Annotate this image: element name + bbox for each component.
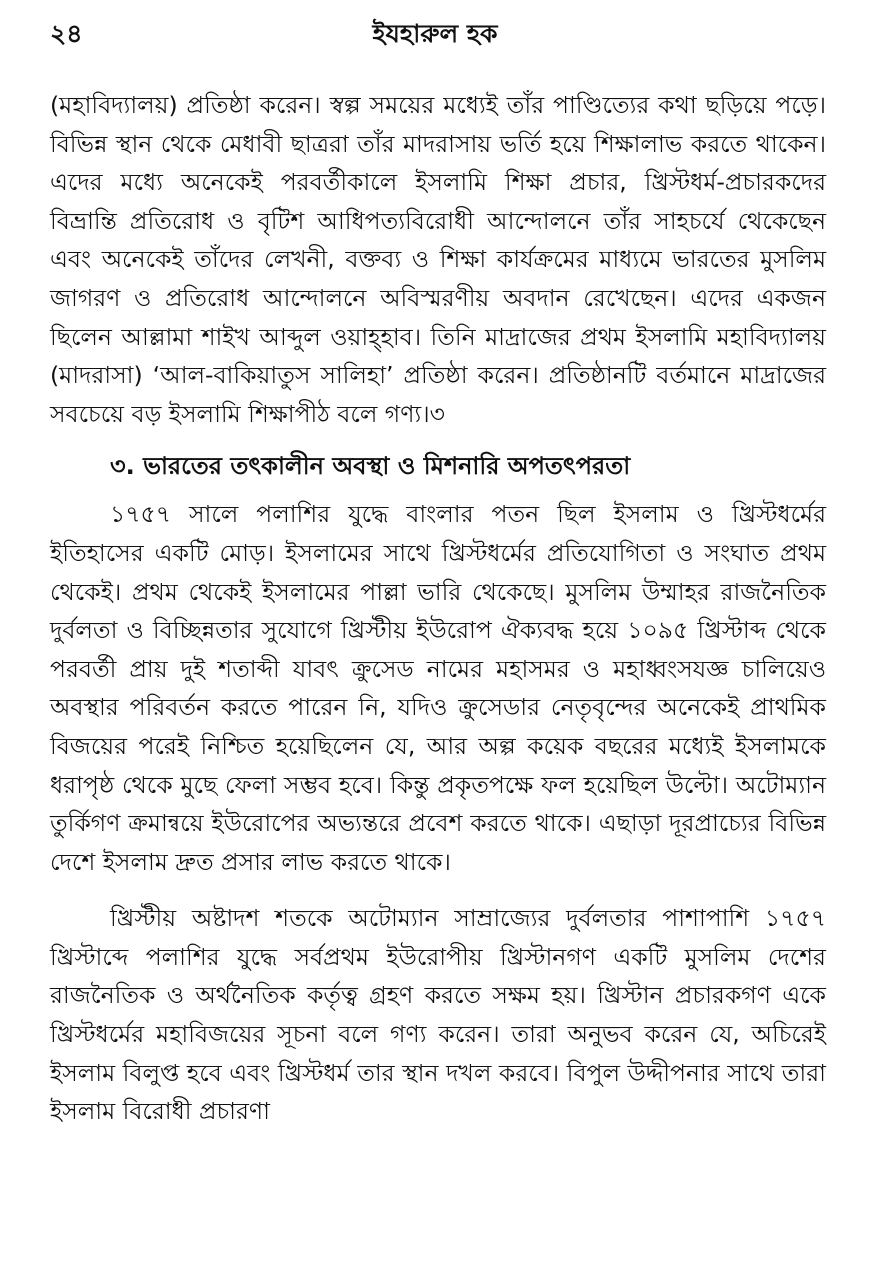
paragraph-2: ১৭৫৭ সালে পলাশির যুদ্ধে বাংলার পতন ছিল ইসলাম ও খ্রিস্টধর্মের ইতিহাসের একটি মোড়। ইসলামের সাথে খ্রিস্টধর্মের প্রতিযোগিতা ও সংঘাত প্রথম থেকেই। প্রথম থেকেই ইসলামের পাল্লা ভারি থেকেছে। মুসলিম উম্মাহর রাজনৈতিক দুর্বলতা ও বিচ্ছিন্নতার সুযোগে খ্রিস্টীয় ইউরোপ ঐক্যবদ্ধ হয়ে ১০৯৫ খ্রিস্টাব্দ থেকে পরবর্তী প্রায় দুই শতাব্দী যাবৎ ক্রুসেড নামের মহাসমর ও মহাধ্বংসযজ্ঞ চালিয়েও অবস্থার পরিবর্তন করতে পারেন নি, যদিও ক্রুসেডার নেতৃবৃন্দের অনেকেই প্রাথমিক বিজয়ের পরেই নিশ্চিত হয়েছিলেন যে, আর অল্প কয়েক বছরের মধ্যেই ইসলামকে ধরাপৃষ্ঠ থেকে মুছে ফেলা সম্ভব হবে। কিন্তু প্রকৃতপক্ষে ফল হয়েছিল উল্টো। অটোম্যান তুর্কিগণ ক্রমান্বয়ে ইউরোপের অভ্যন্তরে প্রবেশ করতে থাকে। এছাড়া দূরপ্রাচ্যের বিভিন্ন দেশে ইসলাম দ্রুত প্রসার লাভ করতে থাকে।: [50, 500, 826, 876]
paragraph-1: (মহাবিদ্যালয়) প্রতিষ্ঠা করেন। স্বল্প সময়ের মধ্যেই তাঁর পাণ্ডিত্যের কথা ছড়িয়ে পড়ে। বিভিন্ন স্থান থেকে মেধাবী ছাত্ররা তাঁর মাদরাসায় ভর্তি হয়ে শিক্ষালাভ করতে থাকেন। এদের মধ্যে অনেকেই পরবর্তীকালে ইসলামি শিক্ষা প্রচার, খ্রিস্টধর্ম-প্রচারকদের বিভ্রান্তি প্রতিরোধ ও বৃটিশ আধিপত্যবিরোধী আন্দোলনে তাঁর সাহচর্যে থেকেছেন এবং অনেকেই তাঁদের লেখনী, বক্তব্য ও শিক্ষা কার্যক্রমের মাধ্যমে ভারতের মুসলিম জাগরণ ও প্রতিরোধ আন্দোলনে অবিস্মরণীয় অবদান রেখেছেন। এদের একজন ছিলেন আল্লামা শাইখ আব্দুল ওয়াহ্হাব। তিনি মাদ্রাজের প্রথম ইসলামি মহাবিদ্যালয় (মাদরাসা) ‘আল-বাকিয়াতুস সালিহা’ প্রতিষ্ঠা করেন। প্রতিষ্ঠানটি বর্তমানে মাদ্রাজের সবচেয়ে বড় ইসলামি শিক্ষাপীঠ বলে গণ্য।৩: [50, 91, 826, 428]
section-heading: ৩. ভারতের তৎকালীন অবস্থা ও মিশনারি অপতৎপরতা: [110, 452, 631, 481]
running-title: ইযহারুল হক: [372, 19, 498, 48]
page-header: [50, 14, 820, 54]
paragraph-3: খ্রিস্টীয় অষ্টাদশ শতকে অটোম্যান সাম্রাজ্যের দুর্বলতার পাশাপাশি ১৭৫৭ খ্রিস্টাব্দে পলাশির যুদ্ধে সর্বপ্রথম ইউরোপীয় খ্রিস্টানগণ একটি মুসলিম দেশের রাজনৈতিক ও অর্থনৈতিক কর্তৃত্ব গ্রহণ করতে সক্ষম হয়। খ্রিস্টান প্রচারকগণ একে খ্রিস্টধর্মের মহাবিজয়ের সূচনা বলে গণ্য করেন। তারা অনুভব করেন যে, অচিরেই ইসলাম বিলুপ্ত হবে এবং খ্রিস্টধর্ম তার স্থান দখল করবে। বিপুল উদ্দীপনার সাথে তারা ইসলাম বিরোধী প্রচারণা: [50, 904, 826, 1126]
page-number: ২৪: [50, 19, 83, 48]
page-body: [50, 86, 826, 1131]
